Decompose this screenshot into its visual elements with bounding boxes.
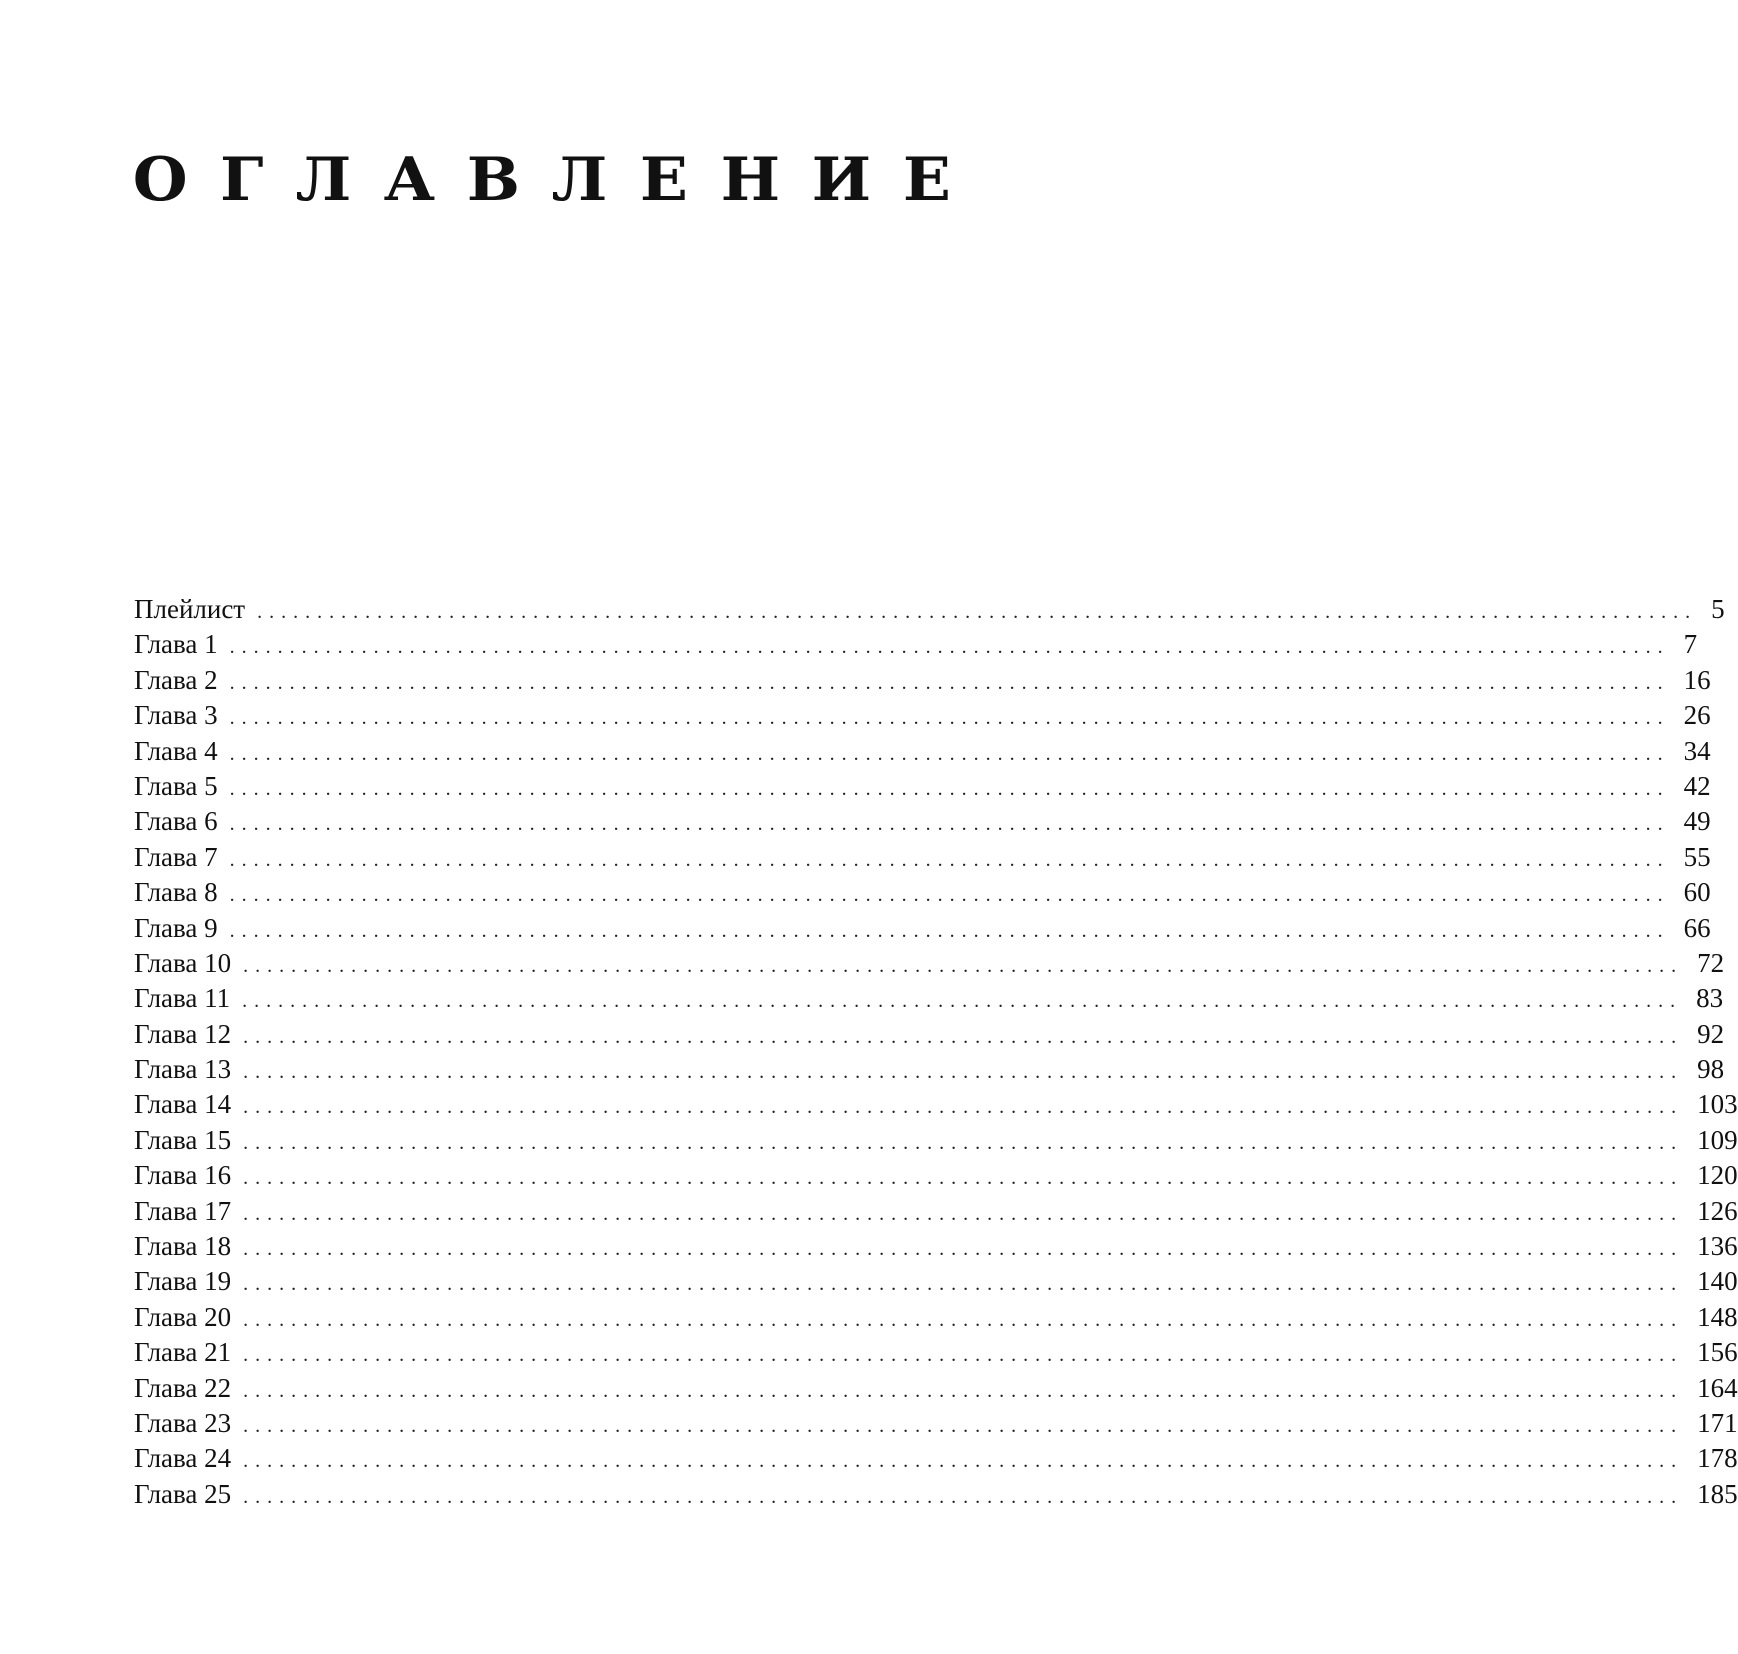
toc-entry[interactable] — [134, 1158, 1738, 1193]
toc-leader-dots: ........................................................................................................................ — [229, 636, 1670, 659]
toc-entry-page-number: 42 — [1683, 770, 1711, 801]
toc-entry[interactable] — [134, 804, 1711, 839]
toc-entry-label: Плейлист — [134, 594, 246, 624]
toc-entry-page-number: 120 — [1697, 1160, 1738, 1191]
toc-leader-dots: ........................................................................................................................ — [229, 671, 1670, 694]
toc-entry-page-number: 7 — [1683, 629, 1698, 660]
page-title-letter: Л — [295, 145, 352, 215]
toc-entry[interactable] — [134, 875, 1711, 910]
toc-leader-dots: ........................................................................................................................ — [243, 1414, 1684, 1437]
toc-entry-page-number: 136 — [1697, 1231, 1738, 1262]
toc-leader-dots: ........................................................................................................................ — [243, 1096, 1684, 1119]
toc-entry-page-number: 72 — [1697, 947, 1725, 978]
toc-entry[interactable] — [134, 946, 1725, 981]
toc-entry-label: Глава 8 — [134, 877, 218, 908]
page-title-letter: Г — [219, 145, 264, 215]
toc-entry-page-number: 5 — [1711, 594, 1725, 624]
toc-entry-label: Глава 6 — [134, 806, 218, 837]
toc-entry[interactable] — [134, 592, 1725, 627]
toc-entry[interactable] — [134, 1123, 1738, 1158]
toc-entry-label: Глава 21 — [134, 1337, 232, 1368]
toc-entry-page-number: 109 — [1697, 1124, 1738, 1155]
toc-leader-dots: ........................................................................................................................ — [229, 813, 1670, 836]
toc-entry[interactable] — [134, 1052, 1725, 1087]
toc-entry-page-number: 164 — [1697, 1372, 1738, 1403]
page-title-letter: О — [132, 145, 188, 215]
toc-entry-page-number: 140 — [1697, 1266, 1738, 1297]
toc-entry[interactable] — [134, 663, 1711, 698]
toc-entry-label: Глава 19 — [134, 1266, 232, 1297]
page-title-letter: В — [466, 145, 521, 215]
toc-entry-page-number: 66 — [1683, 912, 1711, 943]
toc-leader-dots: ........................................................................................................................ — [243, 1238, 1684, 1261]
toc-entry[interactable] — [134, 698, 1711, 733]
toc-entry-page-number: 126 — [1697, 1195, 1738, 1226]
toc-entry-page-number: 185 — [1697, 1478, 1738, 1509]
toc-leader-dots: ........................................................................................................................ — [243, 1025, 1684, 1048]
toc-entry[interactable] — [134, 734, 1711, 769]
toc-entry-page-number: 60 — [1683, 877, 1711, 908]
toc-entry[interactable] — [134, 769, 1711, 804]
toc-entry[interactable] — [134, 627, 1698, 662]
toc-entry-page-number: 55 — [1683, 841, 1711, 872]
toc-entry-label: Глава 1 — [134, 629, 218, 660]
toc-entry-label: Глава 10 — [134, 947, 232, 978]
toc-leader-dots: ........................................................................................................................ — [243, 1344, 1684, 1367]
toc-leader-dots: ........................................................................................................................ — [243, 1308, 1684, 1331]
toc-entry[interactable] — [134, 911, 1711, 946]
toc-entry-label: Глава 24 — [134, 1443, 232, 1474]
toc-leader-dots: ........................................................................................................................ — [243, 1485, 1684, 1508]
toc-leader-dots: ........................................................................................................................ — [229, 919, 1670, 942]
toc-leader-dots: ........................................................................................................................ — [243, 1273, 1684, 1296]
toc-leader-dots: ........................................................................................................................ — [243, 1202, 1684, 1225]
toc-leader-dots: ........................................................................................................................ — [229, 742, 1670, 765]
page-title-letter: И — [811, 145, 871, 215]
toc-entry-page-number: 98 — [1697, 1054, 1725, 1085]
page-title — [134, 140, 950, 220]
toc-entry[interactable] — [134, 1264, 1738, 1299]
page-title-letter: Л — [552, 145, 608, 215]
toc-entry-label: Глава 4 — [134, 735, 218, 766]
page-title-letter: Е — [640, 145, 689, 215]
toc-leader-dots: ........................................................................................................................ — [243, 1061, 1684, 1084]
toc-entry-page-number: 103 — [1697, 1089, 1738, 1120]
toc-leader-dots: ........................................................................................................................ — [257, 601, 1698, 623]
toc-entry-label: Глава 25 — [134, 1478, 232, 1509]
toc-entry-page-number: 34 — [1683, 735, 1711, 766]
toc-entry-label: Глава 15 — [134, 1124, 232, 1155]
toc-leader-dots: ........................................................................................................................ — [229, 848, 1670, 871]
toc-entry-page-number: 16 — [1683, 664, 1711, 695]
toc-entry[interactable] — [134, 1335, 1738, 1370]
toc-entry-page-number: 92 — [1697, 1018, 1725, 1049]
toc-leader-dots: ........................................................................................................................ — [243, 1131, 1684, 1154]
toc-entry-label: Глава 18 — [134, 1231, 232, 1262]
toc-entry[interactable] — [134, 1406, 1738, 1441]
table-of-contents — [134, 592, 1738, 1512]
toc-entry-label: Глава 9 — [134, 912, 218, 943]
toc-entry-label: Глава 13 — [134, 1054, 232, 1085]
toc-entry-label: Глава 7 — [134, 841, 218, 872]
toc-leader-dots: ........................................................................................................................ — [229, 707, 1670, 730]
toc-entry[interactable] — [134, 1087, 1738, 1122]
toc-entry-page-number: 156 — [1697, 1337, 1738, 1368]
page-title-letter: А — [383, 145, 435, 215]
page-title-letter: Е — [903, 145, 952, 215]
toc-entry-page-number: 178 — [1697, 1443, 1738, 1474]
toc-entry-page-number: 83 — [1696, 983, 1724, 1014]
toc-entry-label: Глава 12 — [134, 1018, 232, 1049]
toc-entry-label: Глава 14 — [134, 1089, 232, 1120]
toc-entry-page-number: 171 — [1697, 1407, 1738, 1438]
toc-entry-label: Глава 20 — [134, 1301, 232, 1332]
toc-leader-dots: ........................................................................................................................ — [243, 1379, 1684, 1402]
toc-entry-label: Глава 3 — [134, 700, 218, 731]
toc-leader-dots: ........................................................................................................................ — [229, 884, 1670, 907]
toc-entry[interactable] — [134, 1194, 1738, 1229]
toc-entry-label: Глава 23 — [134, 1407, 232, 1438]
toc-entry[interactable] — [134, 840, 1711, 875]
toc-leader-dots: ........................................................................................................................ — [229, 777, 1670, 800]
toc-entry[interactable] — [134, 1371, 1738, 1406]
toc-entry-label: Глава 2 — [134, 664, 218, 695]
toc-entry[interactable] — [134, 1477, 1738, 1512]
toc-entry[interactable] — [134, 981, 1724, 1016]
toc-entry-page-number: 49 — [1683, 806, 1711, 837]
toc-entry-label: Глава 22 — [134, 1372, 232, 1403]
toc-entry-label: Глава 17 — [134, 1195, 232, 1226]
toc-entry-label: Глава 16 — [134, 1160, 232, 1191]
toc-leader-dots: ........................................................................................................................ — [242, 990, 1683, 1013]
toc-entry-page-number: 26 — [1683, 700, 1711, 731]
toc-entry[interactable] — [134, 1441, 1738, 1476]
toc-entry[interactable] — [134, 1229, 1738, 1264]
toc-entry-label: Глава 11 — [134, 983, 231, 1014]
toc-entry[interactable] — [134, 1017, 1725, 1052]
toc-entry[interactable] — [134, 1300, 1738, 1335]
toc-leader-dots: ........................................................................................................................ — [243, 1167, 1684, 1190]
toc-leader-dots: ........................................................................................................................ — [243, 1450, 1684, 1473]
toc-entry-page-number: 148 — [1697, 1301, 1738, 1332]
toc-entry-label: Глава 5 — [134, 770, 218, 801]
page-title-letter: Н — [720, 145, 780, 215]
toc-leader-dots: ........................................................................................................................ — [243, 954, 1684, 977]
